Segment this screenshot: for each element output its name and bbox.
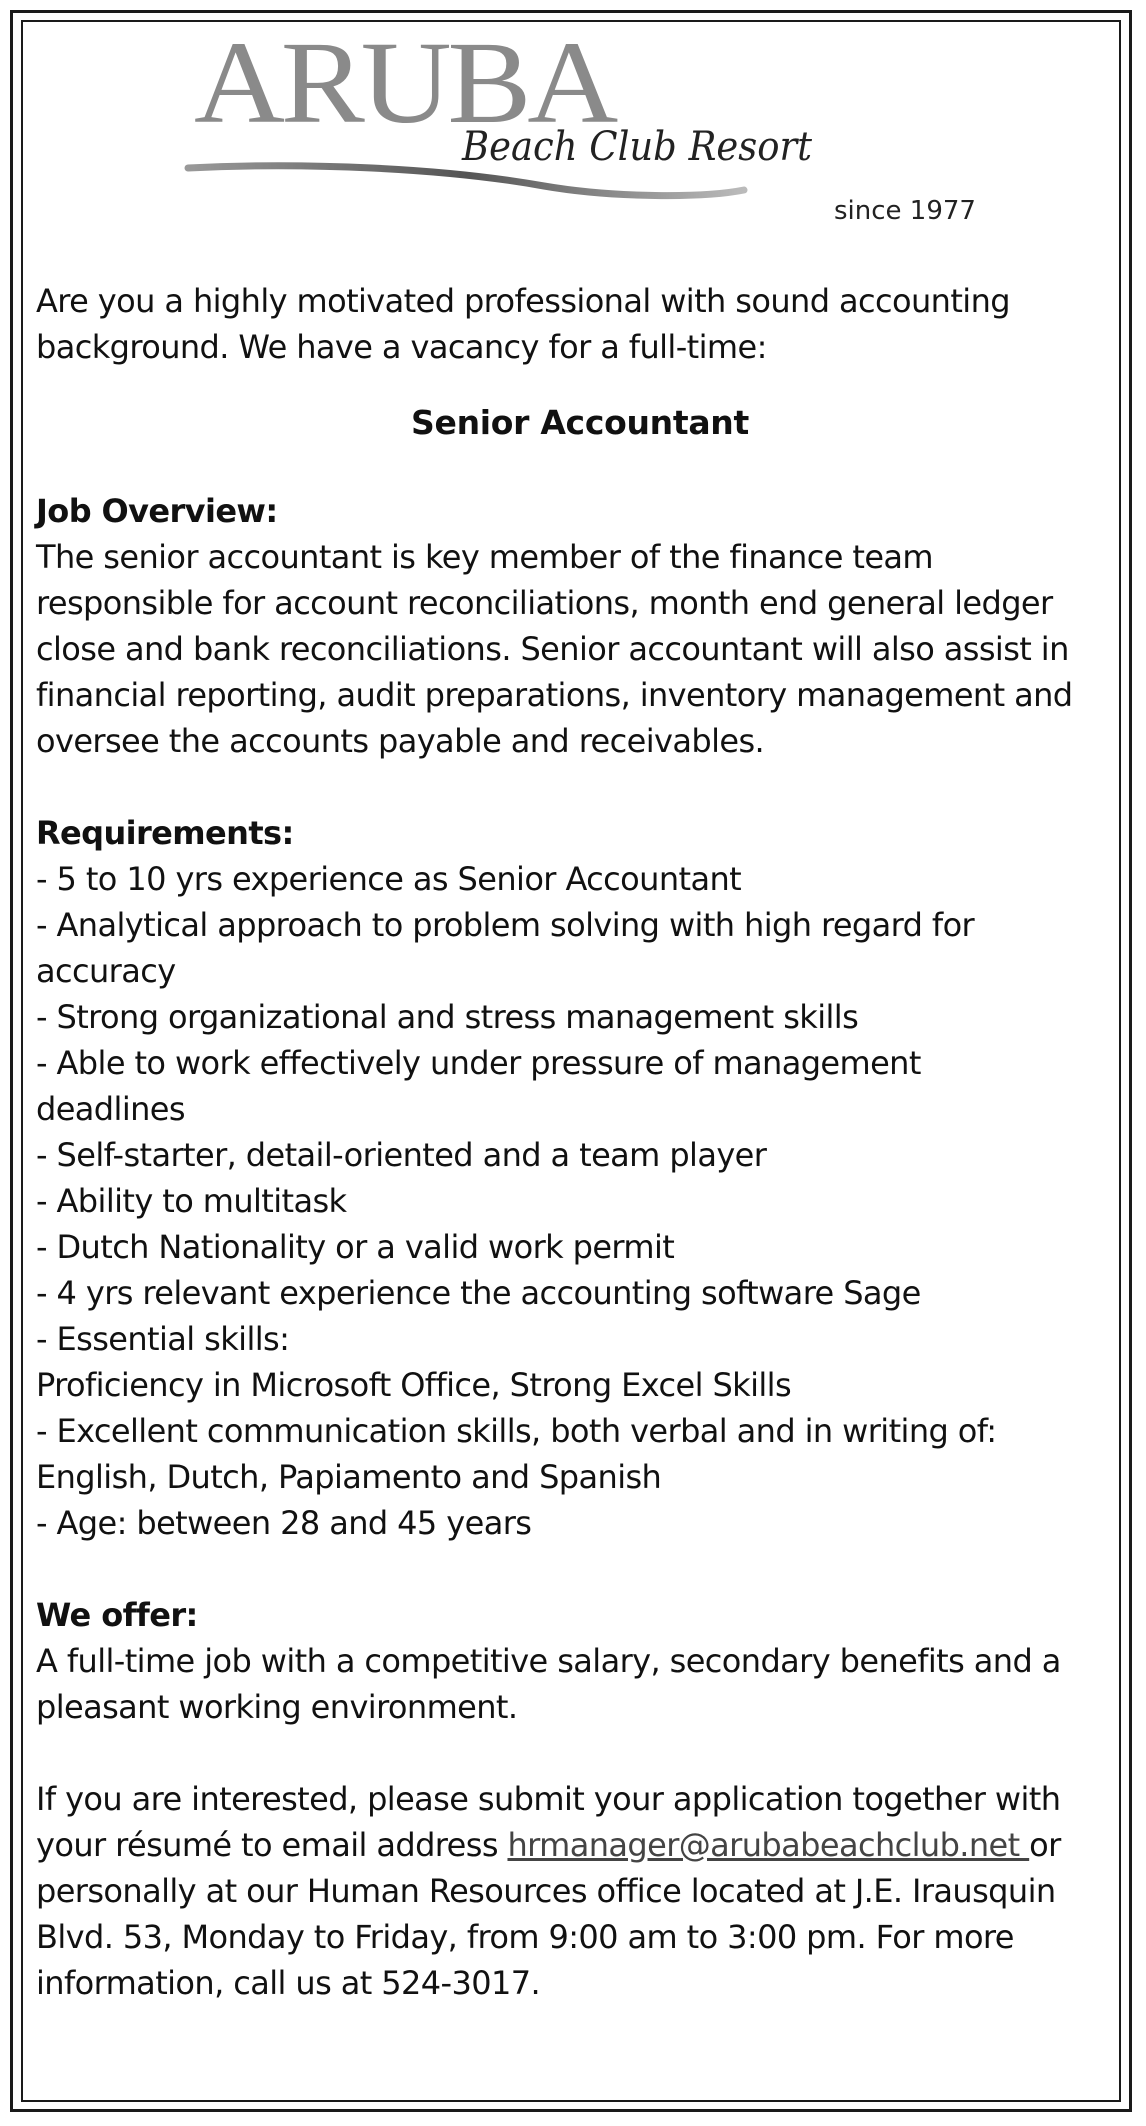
hr-email-link[interactable]: hrmanager@arubabeachclub.net bbox=[507, 1826, 1030, 1864]
apply-line-2 bbox=[36, 1822, 1124, 1868]
aruba-beach-club-logo bbox=[184, 26, 824, 216]
apply-line-1: If you are interested, please submit your application together with bbox=[36, 1780, 1061, 1818]
apply-line-2-end: or bbox=[1029, 1826, 1061, 1864]
requirements-list bbox=[36, 856, 1124, 1546]
requirements-heading: Requirements: bbox=[36, 814, 294, 852]
requirement-item: - 4 yrs relevant experience the accounting software Sage bbox=[36, 1274, 921, 1312]
job-ad-content bbox=[36, 278, 1124, 2006]
requirement-item: - Essential skills: bbox=[36, 1320, 290, 1358]
requirement-item: - Excellent communication skills, both verbal and in writing of: bbox=[36, 1412, 997, 1450]
requirement-item: - Strong organizational and stress management skills bbox=[36, 998, 859, 1036]
overview-line: close and bank reconciliations. Senior accountant will also assist in bbox=[36, 630, 1069, 668]
requirement-item: - Ability to multitask bbox=[36, 1182, 347, 1220]
requirement-item: - Analytical approach to problem solving with high regard for bbox=[36, 906, 975, 944]
spacer bbox=[36, 1730, 1124, 1776]
requirement-item: - Age: between 28 and 45 years bbox=[36, 1504, 532, 1542]
requirement-item: - Able to work effectively under pressure of management bbox=[36, 1044, 921, 1082]
overview-line: responsible for account reconciliations, month end general ledger bbox=[36, 584, 1053, 622]
requirement-item-continued: English, Dutch, Papiamento and Spanish bbox=[36, 1458, 662, 1496]
spacer bbox=[36, 1546, 1124, 1592]
requirement-item: - 5 to 10 yrs experience as Senior Accountant bbox=[36, 860, 742, 898]
apply-line-5: information, call us at 524-3017. bbox=[36, 1964, 541, 2002]
overview-line: oversee the accounts payable and receivables. bbox=[36, 722, 765, 760]
apply-line-2-text: your résumé to email address bbox=[36, 1826, 508, 1864]
requirement-item-continued: deadlines bbox=[36, 1090, 185, 1128]
logo-brand-text: ARUBA bbox=[194, 26, 619, 148]
overview-line: financial reporting, audit preparations, inventory management and bbox=[36, 676, 1073, 714]
apply-line-4: Blvd. 53, Monday to Friday, from 9:00 am to 3:00 pm. For more bbox=[36, 1918, 1014, 1956]
intro-line-1: Are you a highly motivated professional with sound accounting bbox=[36, 282, 1010, 320]
apply-paragraph bbox=[36, 1776, 1124, 2006]
logo-swoosh bbox=[188, 166, 744, 196]
requirement-item: - Self-starter, detail-oriented and a team player bbox=[36, 1136, 767, 1174]
overview-heading: Job Overview: bbox=[36, 492, 278, 530]
offer-line: A full-time job with a competitive salary, secondary benefits and a bbox=[36, 1642, 1061, 1680]
since-year: since 1977 bbox=[834, 196, 976, 226]
intro-line-2: background. We have a vacancy for a full-time: bbox=[36, 328, 767, 366]
logo-tagline-text: Beach Club Resort bbox=[461, 124, 813, 170]
requirement-item: - Dutch Nationality or a valid work permit bbox=[36, 1228, 675, 1266]
overview-line: The senior accountant is key member of the finance team bbox=[36, 538, 934, 576]
apply-line-3: personally at our Human Resources office located at J.E. Irausquin bbox=[36, 1872, 1056, 1910]
requirement-item-continued: Proficiency in Microsoft Office, Strong Excel Skills bbox=[36, 1366, 792, 1404]
job-title: Senior Accountant bbox=[411, 403, 749, 442]
offer-heading: We offer: bbox=[36, 1596, 198, 1634]
spacer bbox=[36, 764, 1124, 810]
requirement-item-continued: accuracy bbox=[36, 952, 176, 990]
offer-line: pleasant working environment. bbox=[36, 1688, 518, 1726]
